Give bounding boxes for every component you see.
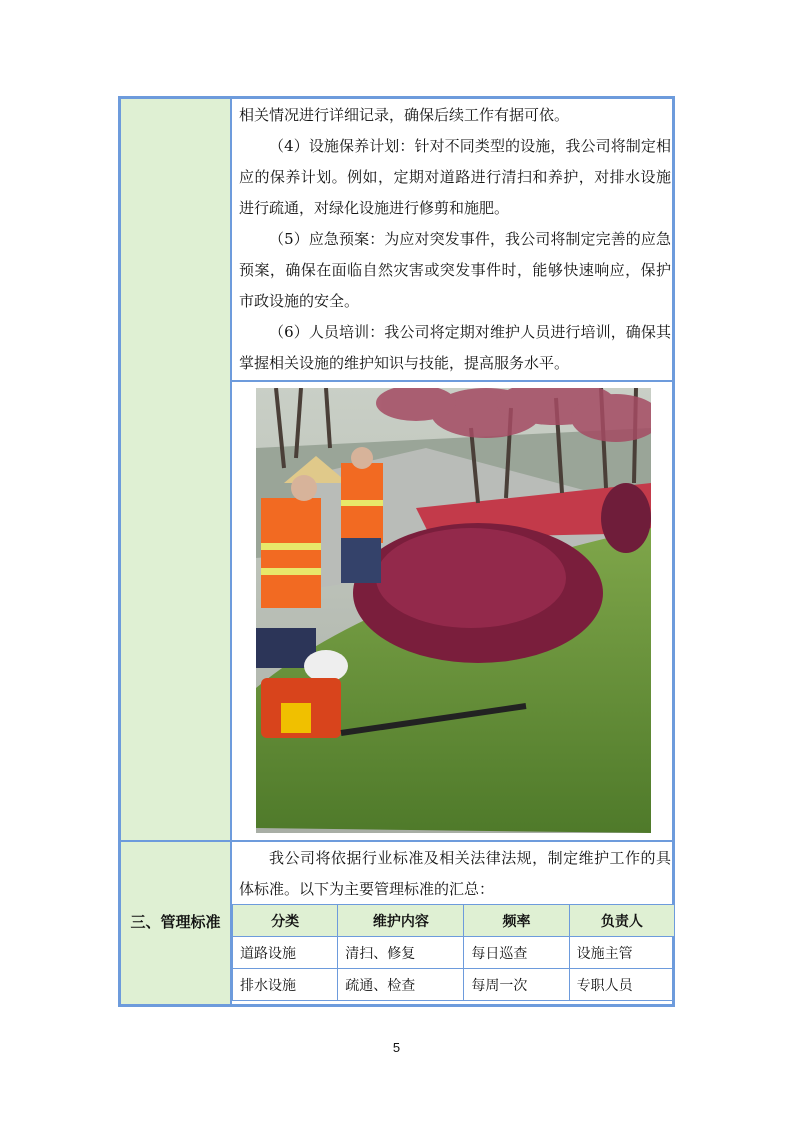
header-content: 维护内容 <box>338 905 464 937</box>
table-cell: 每日巡查 <box>464 937 569 969</box>
section-label-management-standards: 三、管理标准 <box>130 913 221 931</box>
table-header-row <box>233 905 675 937</box>
header-owner: 负责人 <box>569 905 674 937</box>
intro-paragraph: 我公司将依据行业标准及相关法律法规，制定维护工作的具体标准。以下为主要管理标准的汇总： <box>239 849 671 898</box>
content-table <box>118 96 675 1007</box>
maintenance-text-block <box>239 100 671 379</box>
paragraph-maintenance-plan: （4）设施保养计划：针对不同类型的设施，我公司将制定相应的保养计划。例如，定期对道路进行清扫和养护，对排水设施进行疏通，对绿化设施进行修剪和施肥。 <box>239 137 671 217</box>
row-divider <box>232 380 672 382</box>
header-frequency: 频率 <box>464 905 569 937</box>
table-cell: 疏通、检查 <box>338 969 464 1001</box>
table-cell: 排水设施 <box>233 969 338 1001</box>
paragraph-continuation: 相关情况进行详细记录，确保后续工作有据可依。 <box>239 106 570 124</box>
standards-table <box>232 904 675 1001</box>
paragraph-emergency-plan: （5）应急预案：为应对突发事件，我公司将制定完善的应急预案，确保在面临自然灾害或突发事件时，能够快速响应，保护市政设施的安全。 <box>239 230 671 310</box>
table-cell: 专职人员 <box>569 969 674 1001</box>
table-cell: 清扫、修复 <box>338 937 464 969</box>
page-number: 5 <box>392 1040 401 1055</box>
table-cell: 设施主管 <box>569 937 674 969</box>
section-divider <box>121 840 672 842</box>
paragraph-staff-training: （6）人员培训：我公司将定期对维护人员进行培训，确保其掌握相关设施的维护知识与技能，提高服务水平。 <box>239 323 671 372</box>
left-label-column <box>121 99 232 1004</box>
management-intro <box>239 843 671 905</box>
table-cell: 每周一次 <box>464 969 569 1001</box>
photo-workers-trimming-greenery <box>256 388 651 833</box>
table-row <box>233 969 675 1001</box>
table-row <box>233 937 675 969</box>
header-category: 分类 <box>233 905 338 937</box>
table-cell: 道路设施 <box>233 937 338 969</box>
